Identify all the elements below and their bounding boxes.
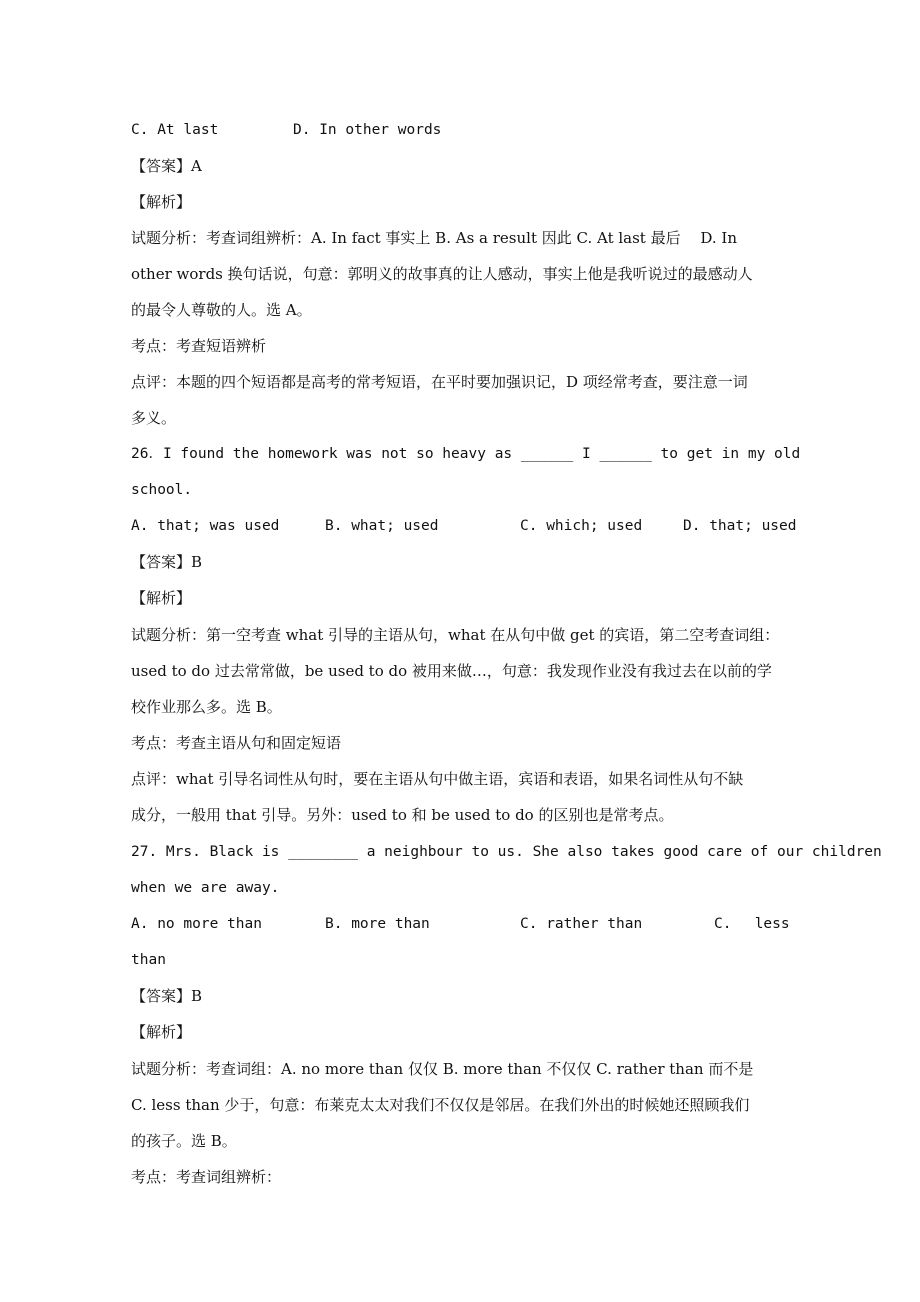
q27-stem-line: 27. Mrs. Black is ________ a neighbour to us. She also takes good care of our children [131,844,882,860]
q26-dianping-line: 点评：what 引导名词性从句时，要在主语从句中做主语，宾语和表语，如果名词性从句不缺 [131,770,744,788]
q25-analysis-line: 试题分析：考查词组辨析：A. In fact 事实上 B. As a result 因此 C. At last 最后 D. In [131,229,737,247]
q25-dianping-line: 多义。 [131,409,177,427]
q27-analysis-line: C. less than 少于，句意：布莱克太太对我们不仅仅是邻居。在我们外出的时候她还照顾我们 [131,1096,750,1114]
q27-option-b: B. more than [325,916,430,932]
q27-option-a: A. no more than [131,916,262,932]
q27-answer: 【答案】B [131,987,203,1005]
q27-kaodian: 考点：考查词组辨析： [131,1168,282,1186]
q26-option-a: A. that; was used [131,518,280,534]
q25-answer: 【答案】A [131,157,202,175]
q25-kaodian: 考点：考查短语辨析 [131,337,267,355]
q25-option-d: D. In other words [293,122,442,138]
q26-analysis-line: used to do 过去常常做，be used to do 被用来做…，句意：我发现作业没有我过去在以前的学 [131,662,772,680]
q27-option-d: C. less [714,916,790,932]
q26-option-c: C. which; used [520,518,643,534]
q27-option-c: C. rather than [520,916,643,932]
q27-option-wrap: than [131,952,166,968]
q27-analysis-label: 【解析】 [131,1023,192,1041]
q25-analysis-line: other words 换句话说，句意：郭明义的故事真的让人感动，事实上他是我听说过的最感动人 [131,265,753,283]
q27-analysis-line: 试题分析：考查词组：A. no more than 仅仅 B. more than 不仅仅 C. rather than 而不是 [131,1060,754,1078]
q26-dianping-line: 成分，一般用 that 引导。另外：used to 和 be used to do 的区别也是常考点。 [131,806,674,824]
q26-kaodian: 考点：考查主语从句和固定短语 [131,734,342,752]
q27-analysis-line: 的孩子。选 B。 [131,1132,237,1150]
q27-stem-line: when we are away. [131,880,280,896]
q26-analysis-line: 校作业那么多。选 B。 [131,698,282,716]
q26-answer: 【答案】B [131,553,203,571]
q26-stem-line: 26．I found the homework was not so heavy as ______ I ______ to get in my old [131,446,801,462]
q26-analysis-label: 【解析】 [131,589,192,607]
q25-analysis-label: 【解析】 [131,193,192,211]
q26-option-d: D. that; used [683,518,797,534]
q25-analysis-line: 的最令人尊敬的人。选 A。 [131,301,312,319]
q26-option-b: B. what; used [325,518,439,534]
q25-option-c: C. At last [131,122,219,138]
q25-dianping-line: 点评：本题的四个短语都是高考的常考短语，在平时要加强识记，D 项经常考查，要注意一词 [131,373,748,391]
q26-analysis-line: 试题分析：第一空考查 what 引导的主语从句，what 在从句中做 get 的宾语，第二空考查词组： [131,626,780,644]
q26-stem-line: school. [131,482,193,498]
